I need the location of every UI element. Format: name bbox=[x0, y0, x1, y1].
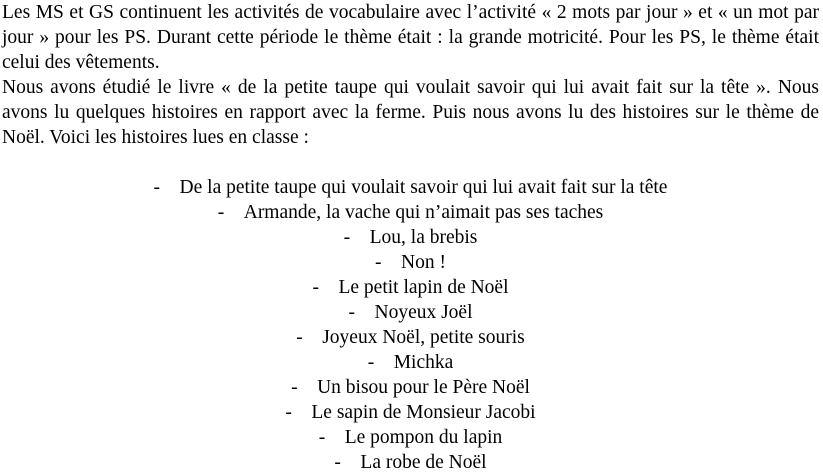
list-item bbox=[2, 325, 819, 350]
paragraph-stories-intro: Nous avons étudié le livre « de la petite taupe qui voulait savoir qui lui avait fait sur la tête ». Nous avons lu quelques histoires en rapport avec la ferme. Puis nous avons lu des histoires sur le thème de Noël. Voici les histoires lues en classe : bbox=[2, 77, 819, 148]
list-dash: - bbox=[318, 427, 326, 448]
story-title: Armande, la vache qui n’aimait pas ses taches bbox=[243, 202, 604, 223]
list-item bbox=[2, 300, 819, 325]
story-title: De la petite taupe qui voulait savoir qui lui avait fait sur la tête bbox=[179, 177, 668, 198]
story-title: Joyeux Noël, petite souris bbox=[322, 327, 525, 348]
story-title: Le sapin de Monsieur Jacobi bbox=[311, 402, 536, 423]
list-dash: - bbox=[291, 377, 298, 398]
blank-line bbox=[2, 150, 819, 175]
story-title: Le petit lapin de Noël bbox=[338, 277, 509, 298]
list-dash: - bbox=[153, 177, 161, 198]
list-item bbox=[2, 250, 819, 275]
list-item bbox=[2, 200, 819, 225]
list-dash: - bbox=[334, 452, 341, 473]
story-title: Un bisou pour le Père Noël bbox=[317, 377, 530, 398]
paragraph-vocabulary: Les MS et GS continuent les activités de vocabulaire avec l’activité « 2 mots par jour » et « un mot par jour » pour les PS. Durant cette période le thème était : la grande motricité. Pour les PS, le thème était celui des vêtements. bbox=[2, 2, 819, 73]
story-title: Le pompon du lapin bbox=[344, 427, 503, 448]
list-dash: - bbox=[312, 277, 319, 298]
list-dash: - bbox=[217, 202, 225, 223]
list-item bbox=[2, 275, 819, 300]
list-item bbox=[2, 400, 819, 425]
list-dash: - bbox=[348, 302, 355, 323]
list-item bbox=[2, 425, 819, 450]
story-title: La robe de Noël bbox=[360, 452, 487, 473]
list-item bbox=[2, 175, 819, 200]
story-title: Michka bbox=[393, 352, 454, 373]
list-dash: - bbox=[285, 402, 292, 423]
list-dash: - bbox=[375, 252, 382, 273]
list-item bbox=[2, 375, 819, 400]
story-title: Lou, la brebis bbox=[369, 227, 478, 248]
list-item bbox=[2, 450, 819, 475]
list-dash: - bbox=[296, 327, 303, 348]
list-item bbox=[2, 350, 819, 375]
list-item bbox=[2, 225, 819, 250]
stories-list bbox=[2, 175, 819, 475]
list-dash: - bbox=[343, 227, 351, 248]
story-title: Noyeux Joël bbox=[374, 302, 473, 323]
story-title: Non ! bbox=[401, 252, 446, 273]
list-dash: - bbox=[367, 352, 375, 373]
